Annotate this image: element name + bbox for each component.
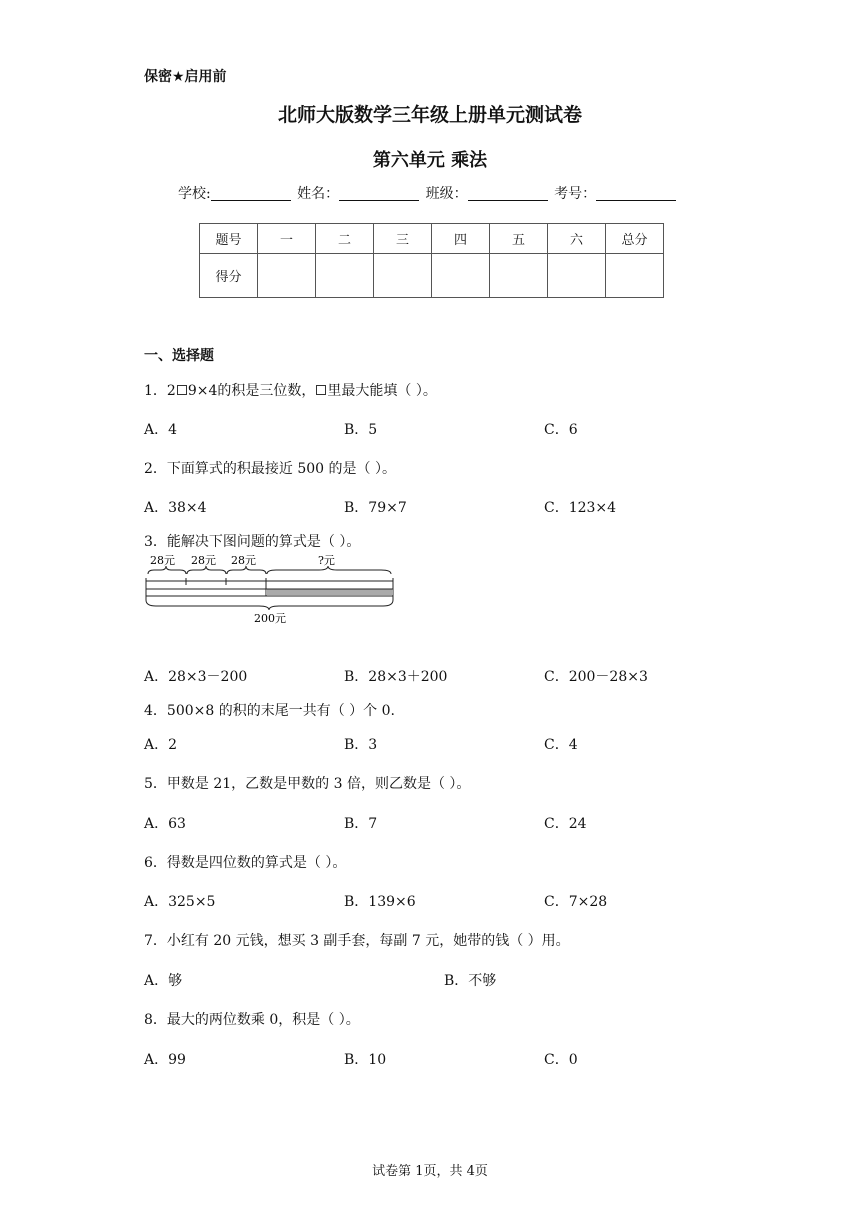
table-cell: 得分: [200, 254, 258, 298]
question-8: 8．最大的两位数乘 0，积是（ ）。: [144, 1012, 360, 1028]
exam-number-field[interactable]: [596, 186, 676, 201]
table-cell: 四: [432, 224, 490, 254]
brace-1: [148, 566, 186, 574]
brace-3: [227, 566, 266, 574]
student-info-line: [178, 183, 678, 203]
option-b[interactable]: B．3: [344, 737, 378, 753]
page-footer: 试卷第 1页，共 4页: [372, 1164, 488, 1179]
option-a[interactable]: A．4: [144, 422, 178, 438]
option-b[interactable]: B．不够: [444, 973, 497, 989]
score-cell[interactable]: [606, 254, 664, 298]
score-cell[interactable]: [374, 254, 432, 298]
score-cell[interactable]: [258, 254, 316, 298]
option-b[interactable]: B．28×3＋200: [344, 669, 448, 685]
score-table-score-row: [200, 254, 664, 298]
confidential-label: 保密★启用前: [144, 69, 227, 85]
seg-label-2: 28元: [191, 554, 216, 567]
option-a[interactable]: A．够: [144, 973, 183, 989]
option-b[interactable]: B．139×6: [344, 894, 416, 910]
option-a[interactable]: A．38×4: [144, 500, 207, 516]
section-heading: 一、选择题: [144, 348, 214, 364]
school-label: 学校:: [178, 186, 211, 202]
option-c[interactable]: C．6: [544, 422, 578, 438]
name-label: 姓名：: [297, 186, 340, 202]
blank-box-icon: [177, 385, 187, 395]
option-c[interactable]: C．123×4: [544, 500, 617, 516]
score-cell[interactable]: [490, 254, 548, 298]
exam-title: 北师大版数学三年级上册单元测试卷: [277, 104, 582, 126]
score-cell[interactable]: [316, 254, 374, 298]
option-a[interactable]: A．2: [144, 737, 178, 753]
question-1: [144, 380, 437, 400]
question-5: 5．甲数是 21，乙数是甲数的 3 倍，则乙数是（ ）。: [144, 776, 471, 792]
total-label: 200元: [254, 612, 286, 625]
option-b[interactable]: B．7: [344, 816, 378, 832]
name-field[interactable]: [339, 186, 419, 201]
school-field[interactable]: [211, 186, 291, 201]
option-a[interactable]: A．63: [144, 816, 186, 832]
question-text: 9×4的积是三位数，: [187, 383, 316, 399]
option-a[interactable]: A．28×3－200: [144, 669, 248, 685]
question-3: 3．能解决下图问题的算式是（ ）。: [144, 534, 361, 550]
question-text: 里最大能填（ ）。: [327, 383, 437, 399]
option-c[interactable]: C．7×28: [544, 894, 608, 910]
class-field[interactable]: [468, 186, 548, 201]
brace-2: [187, 566, 226, 574]
brace-4: [267, 566, 391, 574]
score-table-header-row: [200, 224, 664, 254]
question-7: 7．小红有 20 元钱，想买 3 副手套，每副 7 元，她带的钱（ ）用。: [144, 933, 570, 949]
option-a[interactable]: A．325×5: [144, 894, 216, 910]
score-cell[interactable]: [432, 254, 490, 298]
option-c[interactable]: C．200－28×3: [544, 669, 648, 685]
class-label: 班级：: [425, 186, 468, 202]
option-c[interactable]: C．24: [544, 816, 587, 832]
table-cell: 题号: [200, 224, 258, 254]
option-a[interactable]: A．99: [144, 1052, 186, 1068]
option-b[interactable]: B．79×7: [344, 500, 407, 516]
question-text: 1．2: [144, 383, 176, 399]
question-2: 2．下面算式的积最接近 500 的是（ ）。: [144, 461, 396, 477]
table-cell: 三: [374, 224, 432, 254]
score-table: [199, 223, 664, 298]
option-b[interactable]: B．5: [344, 422, 378, 438]
table-cell: 一: [258, 224, 316, 254]
exam-number-label: 考号：: [554, 186, 597, 202]
option-b[interactable]: B．10: [344, 1052, 387, 1068]
question-4: 4．500×8 的积的末尾一共有（ ）个 0.: [144, 703, 395, 719]
segment-diagram: [144, 552, 400, 632]
score-cell[interactable]: [548, 254, 606, 298]
table-cell: 五: [490, 224, 548, 254]
unit-subtitle: 第六单元 乘法: [372, 150, 488, 171]
seg-label-1: 28元: [150, 554, 175, 567]
seg-label-3: 28元: [231, 554, 256, 567]
table-cell: 总分: [606, 224, 664, 254]
question-6: 6．得数是四位数的算式是（ ）。: [144, 855, 347, 871]
option-c[interactable]: C．0: [544, 1052, 578, 1068]
table-cell: 二: [316, 224, 374, 254]
seg-label-unknown: ?元: [318, 554, 335, 567]
blank-box-icon: [316, 385, 326, 395]
option-c[interactable]: C．4: [544, 737, 578, 753]
shaded-segment: [266, 589, 393, 595]
table-cell: 六: [548, 224, 606, 254]
total-brace: [146, 600, 393, 610]
